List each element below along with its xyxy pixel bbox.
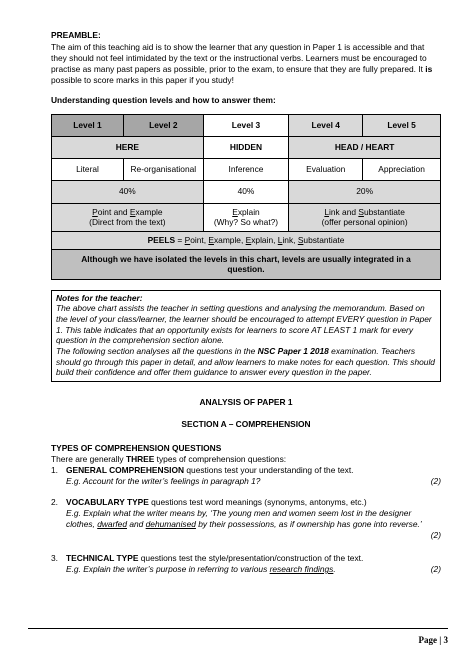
type-inference: Inference	[203, 158, 289, 180]
question-type-2: 2. VOCABULARY TYPE questions test word meanings (synonyms, antonyms, etc.) E.g. Explain what the writer means by, ‘The young men and women seem lost in the designer clothes, dwarfed and dehumanised by their possessions, as if ownership has gone into reverse.’ (2)	[51, 497, 441, 541]
preamble-text-2: possible to score marks in this paper if you study!	[51, 74, 234, 85]
types-heading: TYPES OF COMPREHENSION QUESTIONS	[51, 442, 222, 453]
type-literal: Literal	[52, 158, 124, 180]
type-appreciation: Appreciation	[363, 158, 441, 180]
peels-row: PEELS = Point, Example, Explain, Link, Substantiate	[52, 231, 441, 249]
type-name-3: TECHNICAL TYPE	[66, 553, 139, 564]
percent-hidden: 40%	[203, 180, 289, 203]
group-here: HERE	[52, 136, 204, 158]
levels-table	[51, 114, 441, 280]
marks-3: (2)	[430, 564, 441, 575]
type-reorganisational: Re-organisational	[123, 158, 203, 180]
level-2-header: Level 2	[123, 114, 203, 136]
strategy-here: Point and Example (Direct from the text)	[52, 203, 204, 231]
integration-note: Although we have isolated the levels in this chart, levels are usually integrated in a question.	[52, 249, 441, 279]
notes-para-1: The above chart assists the teacher in setting questions and analysing the memorandum. Based on the level of your class/learner, the learner should be encouraged to attempt EVERY question in Paper 1. This table indicates that an opportunity exists for learners to score AT LEAST 1 mark for every question in the comprehension section alone.	[56, 303, 432, 346]
notes-title: Notes for the teacher:	[56, 292, 143, 303]
preamble-body	[51, 42, 441, 86]
question-type-1: 1. GENERAL COMPREHENSION questions test your understanding of the text. E.g. Account for the writer’s feelings in paragraph 1? (2)	[51, 464, 441, 486]
marks-2: (2)	[430, 530, 441, 541]
analysis-title: ANALYSIS OF PAPER 1	[199, 396, 293, 407]
level-5-header: Level 5	[363, 114, 441, 136]
level-4-header: Level 4	[289, 114, 363, 136]
type-evaluation: Evaluation	[289, 158, 363, 180]
strategy-hidden-sub: (Why? So what?)	[213, 217, 279, 228]
types-intro: There are generally THREE types of comprehension questions:	[51, 453, 287, 464]
levels-heading: Understanding question levels and how to answer them:	[51, 94, 276, 105]
question-type-3: 3. TECHNICAL TYPE questions test the style/presentation/construction of the text. E.g. Explain the writer’s purpose in referring to various research findings. (2)	[51, 553, 441, 575]
letter-e2: E	[232, 206, 238, 217]
strategy-here-sub: (Direct from the text)	[89, 217, 166, 228]
level-1-header: Level 1	[52, 114, 124, 136]
group-head-heart: HEAD / HEART	[289, 136, 441, 158]
preamble-text-1: The aim of this teaching aid is to show the learner that any question in Paper 1 is accessible and that they should not feel intimidated by the text or the instructional verbs. Learners must be encouraged to practise as many past papers as possible, prior to the exam, to ensure that they are fully prepared. It	[51, 41, 427, 74]
notes-para-2: The following section analyses all the questions in the NSC Paper 1 2018 examination. Teachers should go through this paper in detail, and allow learners to make notes for each question. This should build their confidence and offer them guidance to answer every question in the paper.	[56, 345, 435, 378]
type-name-2: VOCABULARY TYPE	[66, 497, 149, 508]
percent-here: 40%	[52, 180, 204, 203]
preamble-title: PREAMBLE:	[51, 30, 101, 40]
letter-s: S	[358, 206, 364, 217]
strategy-head-sub: (offer personal opinion)	[321, 217, 408, 228]
marks-1: (2)	[430, 475, 441, 486]
page-footer	[28, 628, 448, 647]
letter-p: P	[92, 206, 98, 217]
letter-l: L	[324, 206, 329, 217]
example-3: E.g. Explain the writer’s purpose in referring to various research findings.	[66, 564, 336, 575]
type-name-1: GENERAL COMPREHENSION	[66, 464, 185, 475]
strategy-head: Link and Substantiate (offer personal opinion)	[289, 203, 441, 231]
section-title: SECTION A – COMPREHENSION	[181, 418, 311, 429]
peels-word: PEELS	[147, 234, 176, 245]
percent-head: 20%	[289, 180, 441, 203]
level-3-header: Level 3	[203, 114, 289, 136]
group-hidden: HIDDEN	[203, 136, 289, 158]
preamble-bold: is	[425, 63, 433, 74]
strategy-hidden: Explain (Why? So what?)	[203, 203, 289, 231]
example-1: E.g. Account for the writer’s feelings in paragraph 1?	[66, 475, 261, 486]
letter-e: E	[129, 206, 136, 217]
example-2: E.g. Explain what the writer means by, ‘The young men and women seem lost in the designer clothes, dwarfed and dehumanised by their possessions, as if ownership has gone into reverse.’	[66, 508, 422, 530]
teacher-notes-box	[51, 290, 441, 382]
page-number: Page | 3	[418, 635, 448, 645]
document-page	[51, 30, 441, 575]
